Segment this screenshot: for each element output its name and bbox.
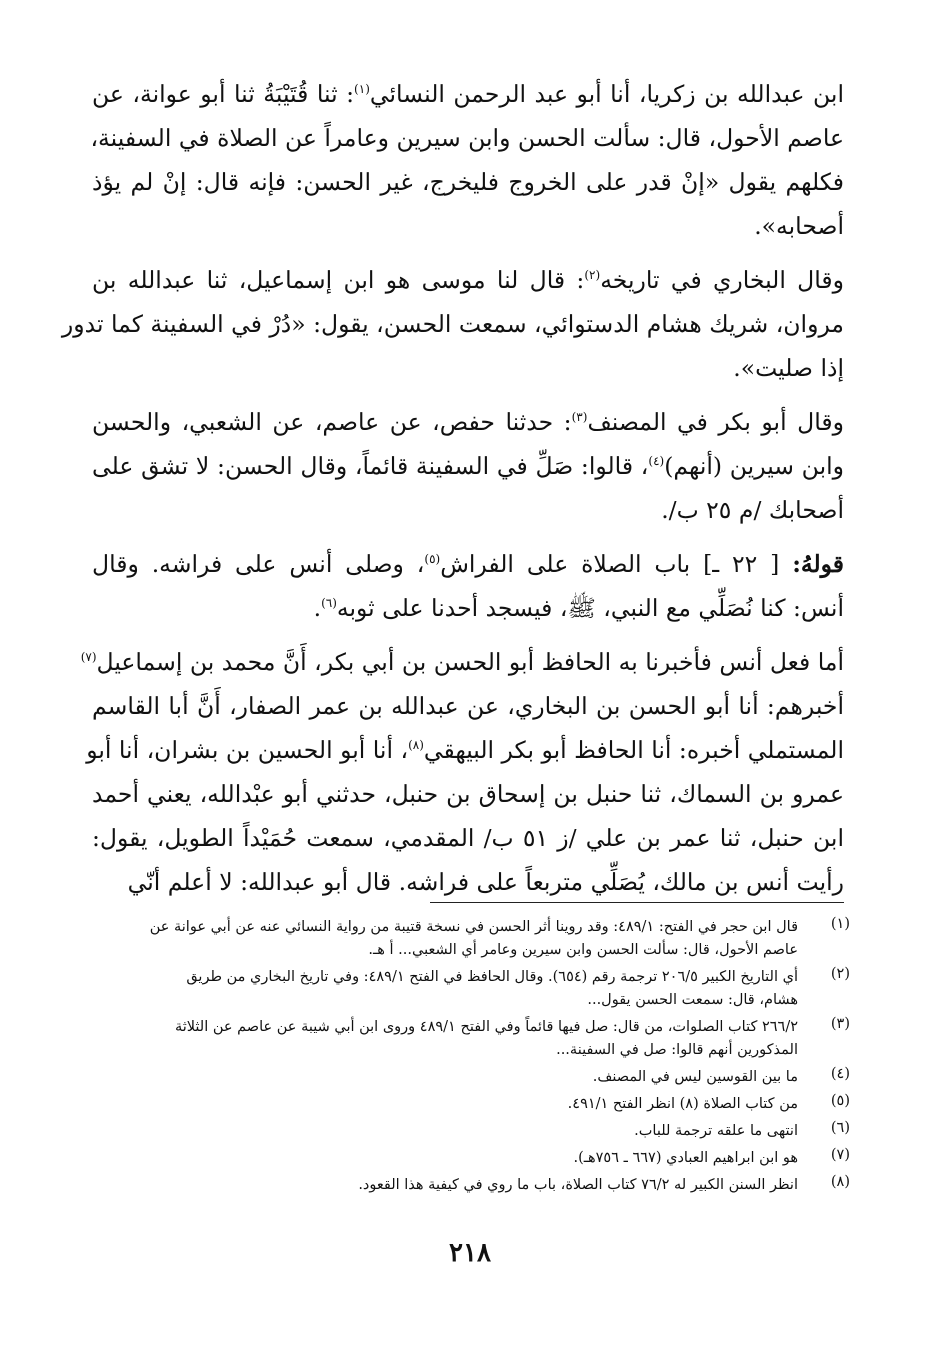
line-text: أخبرهم: أنا أبو الحسن بن البخاري، عن عبدالله بن عمر الصفار، أَنَّ أبا القاسم — [92, 692, 844, 720]
footnote — [100, 1066, 850, 1089]
footnote-marker: (٧) — [80, 650, 97, 665]
footnote — [100, 1174, 850, 1197]
footnote-body — [100, 1174, 798, 1197]
heading-word: قولهُ: — [792, 550, 845, 578]
footnote-body — [100, 1147, 798, 1170]
footnote-line: هشام، قال: سمعت الحسن يقول... — [587, 992, 798, 1008]
text-line — [92, 400, 844, 444]
line-text-rest: ، أنا أبو الحسين بن بشران، أنا أبو — [86, 736, 409, 764]
text-line — [80, 640, 844, 684]
main-text — [61, 72, 845, 914]
footnote-line: هو ابن ابراهيم العبادي (٦٦٧ ـ ٧٥٦هـ). — [573, 1150, 798, 1166]
footnote-line: انتهى ما علقه ترجمة للباب. — [634, 1123, 798, 1139]
footnote-body — [100, 1093, 798, 1116]
line-text: ابن حنبل، ثنا عمر بن علي /ز ٥١ ب/ المقدمي، سمعت حُمَيْداً الطويل، يقول: — [92, 824, 844, 852]
paragraph — [92, 72, 844, 248]
footnote-line: ما بين القوسين ليس في المصنف. — [592, 1069, 798, 1085]
footnote — [100, 1147, 850, 1170]
footnote-number: (٥) — [830, 1093, 850, 1109]
footnote-marker: (٦) — [321, 596, 337, 611]
line-text-rest: : ثنا قُتَيْبَةُ ثنا أبو عوانة، عن — [92, 80, 355, 108]
text-line — [92, 258, 844, 302]
paragraph — [80, 640, 844, 904]
line-text-rest: ، وصلى أنس على فراشه. وقال — [92, 550, 425, 578]
footnote-body — [100, 966, 798, 1012]
footnote-marker: (٣) — [571, 410, 588, 425]
footnote-line: ٢٦٦/٢ كتاب الصلوات، من قال: صل فيها قائماً وفي الفتح ٤٨٩/١ وروى ابن أبي شيبة عن عاصم عن الثلاثة — [174, 1019, 798, 1035]
footnote-number: (٧) — [830, 1147, 850, 1163]
line-text: المستملي أخبره: أنا الحافظ أبو بكر البيهقي — [423, 736, 844, 764]
text-line — [92, 586, 844, 630]
line-text: أنس: كنا نُصَلِّي مع النبي، ﷺ، فيسجد أحدنا على ثوبه — [336, 594, 844, 622]
line-text-rest: ، قالوا: صَلِّ في السفينة قائماً، وقال الحسن: لا تشق على — [92, 452, 649, 480]
line-text: أصحابك /م ٢٥ ب/. — [661, 496, 844, 524]
footnote — [100, 1016, 850, 1062]
footnote-number: (٨) — [830, 1174, 850, 1190]
footnotes — [100, 916, 850, 1201]
footnote-body — [100, 1120, 798, 1143]
line-text: ابن عبدالله بن زكريا، أنا أبو عبد الرحمن النسائي — [369, 80, 845, 108]
footnote-marker: (٥) — [424, 552, 441, 567]
text-line — [92, 116, 844, 160]
footnote-marker: (٨) — [408, 738, 424, 753]
text-line — [92, 72, 844, 116]
footnote-body — [100, 1016, 798, 1062]
footnote-marker: (٢) — [584, 268, 601, 283]
footnote-body — [100, 916, 798, 962]
text-line — [61, 302, 844, 346]
footnote — [100, 1120, 850, 1143]
text-line — [92, 684, 844, 728]
line-text: [ ٢٢ ـ] باب الصلاة على الفراش — [440, 550, 793, 578]
footnote-line: المذكورين أنهم قالوا: صل في السفينة... — [556, 1042, 798, 1058]
line-text-rest: : حدثنا حفص، عن عاصم، عن الشعبي، والحسن — [92, 408, 572, 436]
line-text: رأيت أنس بن مالك، يُصَلِّي متربعاً على فراشه. قال أبو عبدالله: لا أعلم أنّي — [127, 868, 844, 896]
line-text-rest: . — [313, 594, 322, 622]
line-text: أصحابه». — [754, 212, 844, 240]
line-text: وقال أبو بكر في المصنف — [587, 408, 844, 436]
footnote-number: (١) — [830, 916, 850, 932]
footnote-line: انظر السنن الكبير له ٧٦/٢ كتاب الصلاة، باب ما روي في كيفية هذا القعود. — [358, 1177, 798, 1193]
footnote-line: أي التاريخ الكبير ٢٠٦/٥ ترجمة رقم (٦٥٤). وقال الحافظ في الفتح ٤٨٩/١: وفي تاريخ البخاري من طريق — [186, 969, 798, 985]
footnote-line: من كتاب الصلاة (٨) انظر الفتح ٤٩١/١. — [567, 1096, 798, 1112]
text-line — [92, 542, 844, 586]
line-text: فكلهم يقول «إنْ قدر على الخروج فليخرج، غير الحسن: فإنه قال: إنْ لم يؤذ — [92, 168, 844, 196]
footnote-body — [100, 1066, 798, 1089]
line-text: عمرو بن السماك، ثنا حنبل بن إسحاق بن حنبل، حدثني أبو عبْدالله، يعني أحمد — [92, 780, 844, 808]
footnote-number: (٢) — [830, 966, 850, 982]
line-text: عاصم الأحول، قال: سألت الحسن وابن سيرين وعامراً عن الصلاة في السفينة، — [90, 124, 844, 152]
footnote — [100, 966, 850, 1012]
footnote-number: (٦) — [830, 1120, 850, 1136]
footnote-separator — [430, 902, 844, 903]
line-text: وقال البخاري في تاريخه — [600, 266, 844, 294]
text-line — [92, 860, 844, 904]
footnote-marker: (١) — [354, 82, 370, 97]
footnote-line: قال ابن حجر في الفتح: ٤٨٩/١: وقد روينا أثر الحسن في نسخة قتيبة من رواية النسائي عنه عن أبي عوانة عن — [149, 919, 798, 935]
text-line — [92, 204, 844, 248]
line-text-rest: : قال لنا موسى هو ابن إسماعيل، ثنا عبدالله بن — [92, 266, 585, 294]
text-line — [92, 346, 844, 390]
line-text: أما فعل أنس فأخبرنا به الحافظ أبو الحسن بن أبي بكر، أَنَّ محمد بن إسماعيل — [96, 648, 844, 676]
text-line — [92, 816, 844, 860]
footnote — [100, 916, 850, 962]
footnote-marker: (٤) — [648, 454, 665, 469]
footnote-line: عاصم الأحول، قال: سألت الحسن وابن سيرين وعامر أي الشعبي... أ هـ. — [368, 942, 798, 958]
footnote-number: (٣) — [830, 1016, 850, 1032]
text-line — [92, 160, 844, 204]
page-number: ٢١٨ — [449, 1238, 491, 1268]
paragraph — [61, 258, 844, 390]
text-line — [92, 772, 844, 816]
paragraph — [92, 400, 844, 532]
text-line — [92, 488, 844, 532]
text-line — [92, 444, 844, 488]
paragraph — [92, 542, 844, 630]
line-text: مروان، شريك هشام الدستوائي، سمعت الحسن، يقول: «دُرْ في السفينة كما تدور — [61, 310, 844, 338]
line-text: وابن سيرين (أنهم) — [664, 452, 844, 480]
footnote — [100, 1093, 850, 1116]
text-line — [86, 728, 844, 772]
line-text: إذا صليت». — [733, 354, 844, 382]
footnote-number: (٤) — [830, 1066, 850, 1082]
